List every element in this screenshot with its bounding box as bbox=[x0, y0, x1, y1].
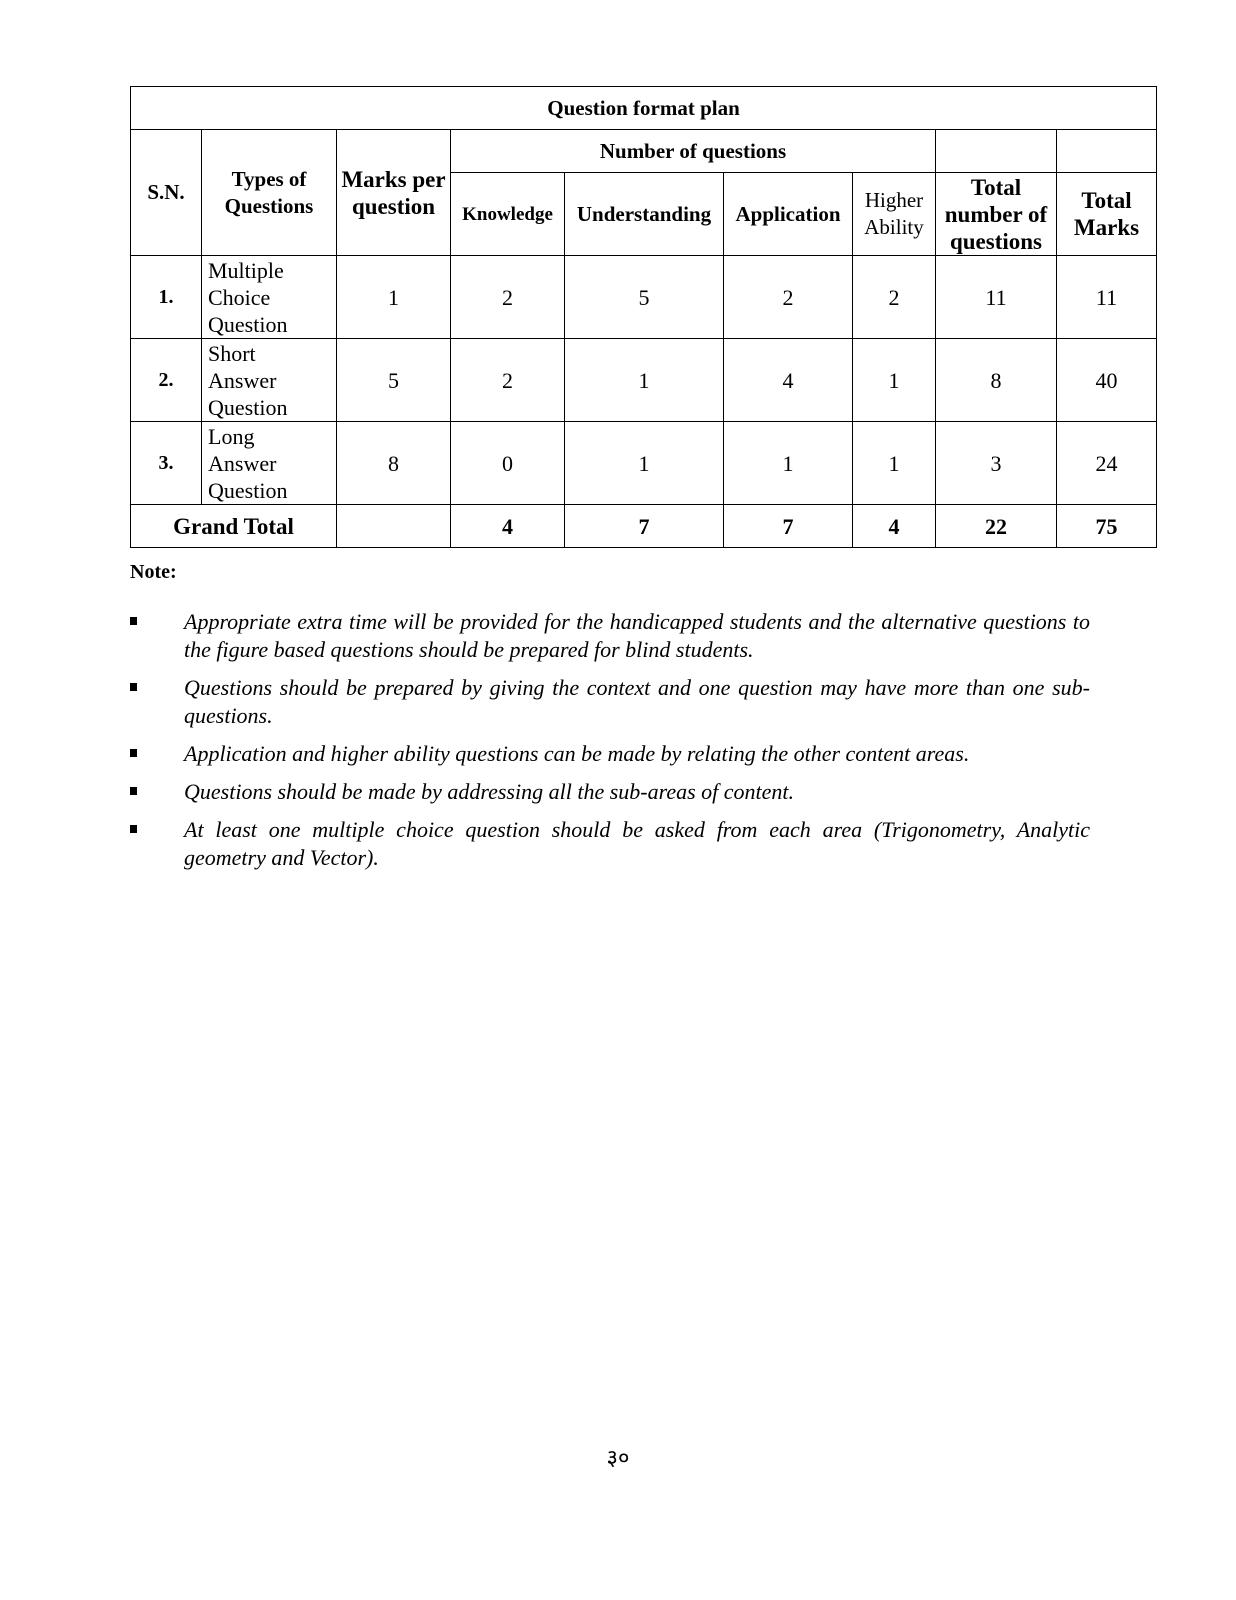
grand-total-marks bbox=[337, 505, 451, 548]
row-question-type: Short Answer Question bbox=[202, 339, 337, 422]
row-marks: 1 bbox=[337, 256, 451, 339]
row-knowledge: 2 bbox=[451, 339, 565, 422]
row-total-questions: 8 bbox=[936, 339, 1057, 422]
header-application: Application bbox=[724, 173, 853, 256]
row-application: 2 bbox=[724, 256, 853, 339]
header-types: Types of Questions bbox=[202, 130, 337, 256]
row-understanding: 5 bbox=[565, 256, 724, 339]
row-sn: 2. bbox=[131, 339, 202, 422]
row-higher-ability: 2 bbox=[853, 256, 936, 339]
header-total-questions: Total number of questions bbox=[936, 173, 1057, 256]
square-bullet-icon bbox=[130, 787, 137, 795]
grand-total-understanding: 7 bbox=[565, 505, 724, 548]
page-number: ३० bbox=[606, 1446, 630, 1471]
question-format-table bbox=[130, 86, 1157, 548]
square-bullet-icon bbox=[130, 825, 137, 833]
square-bullet-icon bbox=[130, 617, 137, 625]
grand-total-total-marks: 75 bbox=[1057, 505, 1157, 548]
row-question-type: Long Answer Question bbox=[202, 422, 337, 505]
row-higher-ability: 1 bbox=[853, 339, 936, 422]
header-sn: S.N. bbox=[131, 130, 202, 256]
grand-total-knowledge: 4 bbox=[451, 505, 565, 548]
square-bullet-icon bbox=[130, 683, 137, 691]
grand-total-label: Grand Total bbox=[131, 505, 337, 548]
note-item: Application and higher ability questions can be made by relating the other content areas. bbox=[130, 740, 1090, 768]
note-item: Appropriate extra time will be provided for the handicapped students and the alternative questions to the figure based questions should be prepared for blind students. bbox=[130, 608, 1090, 664]
grand-total-higher-ability: 4 bbox=[853, 505, 936, 548]
notes-list bbox=[130, 608, 1090, 882]
row-application: 4 bbox=[724, 339, 853, 422]
table-row bbox=[131, 339, 1157, 422]
row-total-marks: 11 bbox=[1057, 256, 1157, 339]
row-higher-ability: 1 bbox=[853, 422, 936, 505]
row-knowledge: 0 bbox=[451, 422, 565, 505]
row-marks: 5 bbox=[337, 339, 451, 422]
table-row bbox=[131, 256, 1157, 339]
header-empty-cell bbox=[936, 130, 1057, 173]
table-title: Question format plan bbox=[131, 87, 1157, 130]
table-row bbox=[131, 422, 1157, 505]
header-empty-cell bbox=[1057, 130, 1157, 173]
row-total-marks: 24 bbox=[1057, 422, 1157, 505]
note-item: Questions should be prepared by giving the context and one question may have more than one sub-questions. bbox=[130, 674, 1090, 730]
header-understanding: Understanding bbox=[565, 173, 724, 256]
row-application: 1 bbox=[724, 422, 853, 505]
header-total-marks: Total Marks bbox=[1057, 173, 1157, 256]
row-total-marks: 40 bbox=[1057, 339, 1157, 422]
row-sn: 1. bbox=[131, 256, 202, 339]
row-total-questions: 11 bbox=[936, 256, 1057, 339]
row-sn: 3. bbox=[131, 422, 202, 505]
row-total-questions: 3 bbox=[936, 422, 1057, 505]
header-number-of-questions: Number of questions bbox=[451, 130, 936, 173]
grand-total-questions: 22 bbox=[936, 505, 1057, 548]
note-item: At least one multiple choice question should be asked from each area (Trigonometry, Analytic geometry and Vector). bbox=[130, 816, 1090, 872]
row-marks: 8 bbox=[337, 422, 451, 505]
row-understanding: 1 bbox=[565, 422, 724, 505]
row-knowledge: 2 bbox=[451, 256, 565, 339]
row-question-type: Multiple Choice Question bbox=[202, 256, 337, 339]
header-higher-ability: Higher Ability bbox=[853, 173, 936, 256]
note-label: Note: bbox=[130, 561, 177, 583]
note-item: Questions should be made by addressing all the sub-areas of content. bbox=[130, 778, 1090, 806]
header-knowledge: Knowledge bbox=[451, 173, 565, 256]
grand-total-application: 7 bbox=[724, 505, 853, 548]
grand-total-row bbox=[131, 505, 1157, 548]
row-understanding: 1 bbox=[565, 339, 724, 422]
square-bullet-icon bbox=[130, 749, 137, 757]
header-marks-per-question: Marks per question bbox=[337, 130, 451, 256]
